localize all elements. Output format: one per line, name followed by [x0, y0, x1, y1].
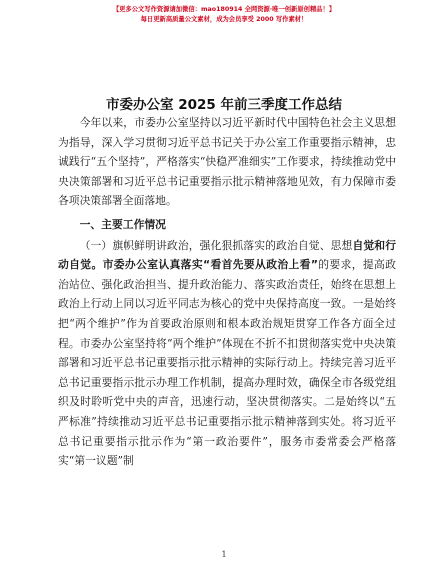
- header-ad-line-2: 每日更新高质量公文素材，成为会员享受 2000 写作素材！: [140, 16, 308, 23]
- document-body: [58, 113, 396, 471]
- paragraph-1: [58, 236, 396, 471]
- paragraph-1-bold: 自觉和行动自觉。市委办公室认真落实“看首先要从政治上看”: [58, 238, 397, 272]
- intro-paragraph: 今年以来，市委办公室坚持以习近平新时代中国特色社会主义思想为指导，深入学习贯彻习近平总书记关于办公室工作重要指示精神，忠诚践行“五个坚持”，严格落实“快稳严准细实”工作要求，持续推动党中央决策部署和习近平总书记重要指示批示精神落地见效，有力保障市委各项决策部署全面落地。: [58, 116, 396, 208]
- paragraph-1-rest: 的要求，提高政治站位、强化政治担当、提升政治能力、落实政治责任，始终在思想上政治上行动上同以习近平同志为核心的党中央保持高度一致。一是始终把“两个维护”作为首要政治原则和根本政治规矩贯穿工作各方面全过程。市委办公室坚持将“两个维护”体现在不折不扣贯彻落实党中央决策部署和习近平总书记重要指示批示精神的实际行动上。持续完善习近平总书记重要指示批示办理工作机制，提高办理时效，确保全市各级党组织及时聆听党中央的声音，迅速行动，坚决贯彻落实。二是始终以“五严标准”持续推动习近平总书记重要指示批示精神落到实处。将习近平总书记重要指示批示作为“第一政治要件”，服务市委常委会严格落实“第一议题”制: [58, 258, 396, 468]
- document-title: 市委办公室 2025 年前三季度工作总结: [106, 97, 342, 113]
- section-heading-1: 一、主要工作情况: [79, 217, 166, 231]
- header-ad-line-1: 【更多公文写作资源请加微信：mao180914 全网资源·唯一创新原创精品！】: [112, 6, 336, 13]
- paragraph-1-lead: （一）旗帜鲜明讲政治，强化狠抓落实的政治自觉、思想: [79, 238, 353, 252]
- page-number: 1: [221, 550, 227, 559]
